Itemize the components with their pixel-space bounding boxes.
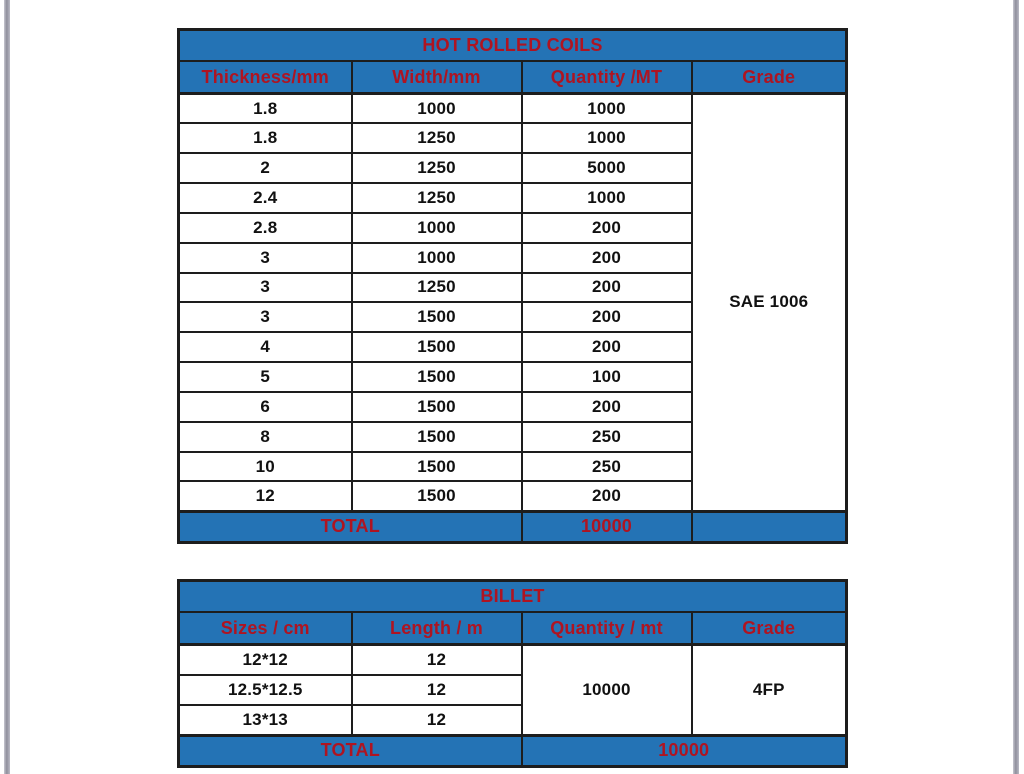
cell-quantity: 1000 bbox=[522, 183, 692, 213]
total-label: TOTAL bbox=[179, 735, 522, 766]
cell-quantity: 5000 bbox=[522, 153, 692, 183]
total-grade-empty-cell bbox=[692, 511, 847, 542]
cell-quantity: 100 bbox=[522, 362, 692, 392]
cell-thickness: 4 bbox=[179, 332, 352, 362]
cell-quantity: 1000 bbox=[522, 123, 692, 153]
table-row bbox=[179, 645, 847, 675]
cell-size: 12*12 bbox=[179, 645, 352, 675]
column-header-grade: Grade bbox=[692, 612, 847, 645]
cell-thickness: 3 bbox=[179, 243, 352, 273]
cell-width: 1000 bbox=[352, 94, 522, 124]
cell-size: 13*13 bbox=[179, 705, 352, 735]
column-header-quantity: Quantity /MT bbox=[522, 61, 692, 94]
table-row-total bbox=[179, 511, 847, 542]
quantity-merged-cell: 10000 bbox=[522, 645, 692, 736]
cell-quantity: 1000 bbox=[522, 94, 692, 124]
cell-thickness: 5 bbox=[179, 362, 352, 392]
cell-thickness: 2 bbox=[179, 153, 352, 183]
column-header-quantity: Quantity / mt bbox=[522, 612, 692, 645]
hot-rolled-coils-table bbox=[177, 28, 848, 544]
cell-width: 1000 bbox=[352, 213, 522, 243]
cell-width: 1500 bbox=[352, 422, 522, 452]
cell-width: 1500 bbox=[352, 481, 522, 511]
cell-thickness: 2.4 bbox=[179, 183, 352, 213]
cell-quantity: 200 bbox=[522, 273, 692, 303]
cell-length: 12 bbox=[352, 645, 522, 675]
cell-thickness: 3 bbox=[179, 273, 352, 303]
cell-length: 12 bbox=[352, 705, 522, 735]
cell-quantity: 200 bbox=[522, 243, 692, 273]
cell-width: 1000 bbox=[352, 243, 522, 273]
column-header-grade: Grade bbox=[692, 61, 847, 94]
cell-quantity: 250 bbox=[522, 422, 692, 452]
billet-table bbox=[177, 579, 848, 768]
cell-thickness: 3 bbox=[179, 302, 352, 332]
table-row-total bbox=[179, 735, 847, 766]
cell-quantity: 200 bbox=[522, 302, 692, 332]
table-row bbox=[179, 61, 847, 94]
cell-width: 1500 bbox=[352, 302, 522, 332]
page-edge-right bbox=[1013, 0, 1019, 774]
cell-thickness: 1.8 bbox=[179, 123, 352, 153]
cell-quantity: 200 bbox=[522, 481, 692, 511]
cell-quantity: 200 bbox=[522, 392, 692, 422]
total-label: TOTAL bbox=[179, 511, 522, 542]
table-row bbox=[179, 30, 847, 62]
table-row bbox=[179, 581, 847, 613]
grade-merged-cell: 4FP bbox=[692, 645, 847, 736]
cell-thickness: 6 bbox=[179, 392, 352, 422]
cell-width: 1500 bbox=[352, 362, 522, 392]
cell-width: 1500 bbox=[352, 392, 522, 422]
cell-width: 1250 bbox=[352, 123, 522, 153]
cell-quantity: 250 bbox=[522, 452, 692, 482]
cell-thickness: 10 bbox=[179, 452, 352, 482]
grade-merged-cell: SAE 1006 bbox=[692, 94, 847, 512]
table-row bbox=[179, 94, 847, 124]
cell-width: 1500 bbox=[352, 452, 522, 482]
cell-length: 12 bbox=[352, 675, 522, 705]
cell-width: 1250 bbox=[352, 183, 522, 213]
column-header-width: Width/mm bbox=[352, 61, 522, 94]
cell-thickness: 1.8 bbox=[179, 94, 352, 124]
cell-thickness: 2.8 bbox=[179, 213, 352, 243]
table-row bbox=[179, 612, 847, 645]
cell-width: 1250 bbox=[352, 273, 522, 303]
hot-rolled-table-title: HOT ROLLED COILS bbox=[179, 30, 847, 62]
cell-thickness: 8 bbox=[179, 422, 352, 452]
column-header-length: Length / m bbox=[352, 612, 522, 645]
cell-width: 1500 bbox=[352, 332, 522, 362]
total-quantity-value: 10000 bbox=[522, 511, 692, 542]
cell-size: 12.5*12.5 bbox=[179, 675, 352, 705]
page-edge-left bbox=[4, 0, 10, 774]
column-header-thickness: Thickness/mm bbox=[179, 61, 352, 94]
cell-thickness: 12 bbox=[179, 481, 352, 511]
total-quantity-value: 10000 bbox=[522, 735, 847, 766]
column-header-sizes: Sizes / cm bbox=[179, 612, 352, 645]
billet-table-title: BILLET bbox=[179, 581, 847, 613]
cell-quantity: 200 bbox=[522, 213, 692, 243]
cell-quantity: 200 bbox=[522, 332, 692, 362]
cell-width: 1250 bbox=[352, 153, 522, 183]
